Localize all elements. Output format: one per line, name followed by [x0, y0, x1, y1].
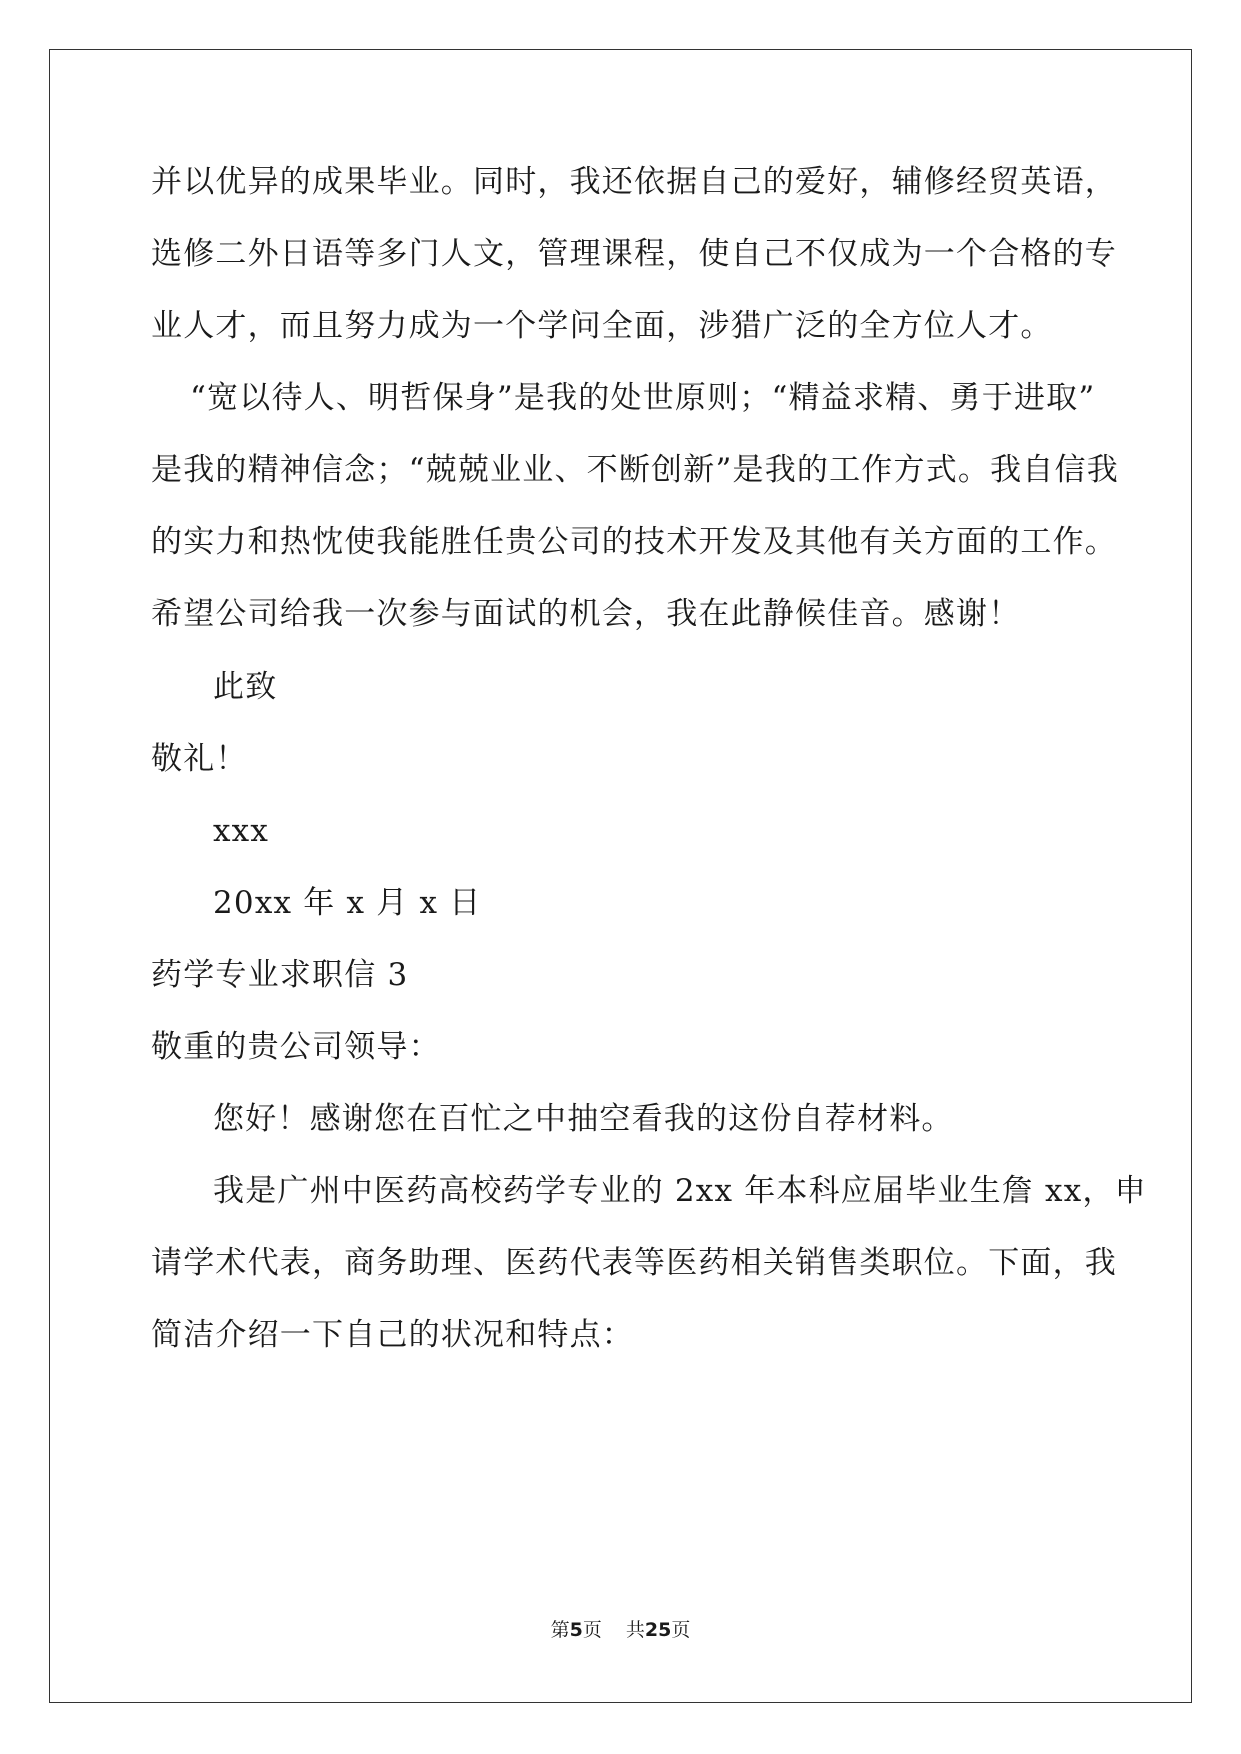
footer-page-mid: 页 — [582, 1619, 602, 1641]
paragraph-line: 您好！感谢您在百忙之中抽空看我的这份自荐材料。 — [213, 1101, 954, 1137]
section-title: 药学专业求职信 3 — [151, 957, 409, 993]
footer-total-suffix: 页 — [671, 1619, 691, 1641]
paragraph-line: 业人才，而且努力成为一个学问全面，涉猎广泛的全方位人才。 — [151, 308, 1053, 344]
paragraph-line: 我是广州中医药高校药学专业的 2xx 年本科应届毕业生詹 xx，申 — [213, 1173, 1147, 1209]
letter-date: 20xx 年 x 月 x 日 — [213, 885, 482, 921]
footer-page-prefix: 第 — [550, 1619, 570, 1641]
paragraph-line: 选修二外日语等多门人文，管理课程，使自己不仅成为一个合格的专 — [151, 236, 1117, 272]
paragraph-line: 的实力和热忱使我能胜任贵公司的技术开发及其他有关方面的工作。 — [151, 524, 1117, 560]
paragraph-line: 是我的精神信念；“兢兢业业、不断创新”是我的工作方式。我自信我 — [151, 452, 1119, 488]
closing-regards: 敬礼！ — [151, 741, 248, 777]
page-border — [49, 49, 1192, 1703]
footer-total-prefix: 共 — [625, 1619, 645, 1641]
footer-page-current: 5 — [569, 1619, 583, 1641]
paragraph-line: 请学术代表，商务助理、医药代表等医药相关销售类职位。下面，我 — [151, 1245, 1117, 1281]
signature-name: xxx — [213, 813, 270, 849]
closing-salutation: 此致 — [213, 669, 278, 705]
paragraph-line: “宽以待人、明哲保身”是我的处世原则；“精益求精、勇于进取” — [190, 380, 1096, 416]
footer-page-total: 25 — [644, 1619, 672, 1641]
greeting: 敬重的贵公司领导： — [151, 1029, 441, 1065]
paragraph-line: 并以优异的成果毕业。同时，我还依据自己的爱好，辅修经贸英语， — [151, 164, 1117, 200]
paragraph-line: 希望公司给我一次参与面试的机会，我在此静候佳音。感谢！ — [151, 596, 1021, 632]
paragraph-line: 简洁介绍一下自己的状况和特点： — [151, 1317, 634, 1353]
page-footer — [0, 1618, 1241, 1642]
